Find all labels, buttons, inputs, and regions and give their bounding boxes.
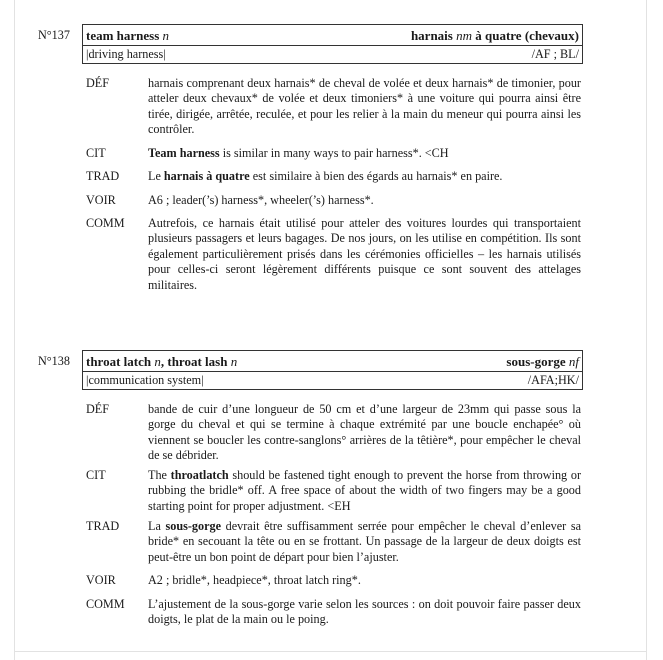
text-run: A6 ; leader(’s) harness*, wheeler(’s) harness*.	[148, 193, 374, 207]
text-run: bande de cuir d’une longueur de 50 cm et d’une largeur de 23mm qui passe sous la gorge du cheval et qui se termine à chaque extrémité par une boucle enchapée° où viennent se boucler les contre-sanglons° arrières de la têtière*, pour empêcher le cheval de se débrider.	[148, 402, 581, 463]
highlighted-term: throatlatch	[170, 468, 229, 482]
entry-term-box	[82, 24, 583, 64]
field-text	[148, 169, 581, 184]
page-border-bottom	[14, 651, 647, 652]
text-run: is similar in many ways to pair harness*. <CH	[219, 146, 449, 160]
highlighted-term: harnais à quatre	[163, 169, 250, 183]
field-label: CIT	[86, 468, 106, 482]
entry-term-box	[82, 350, 583, 390]
entry-equivalent	[506, 354, 579, 369]
term-text: throat latch	[86, 354, 152, 369]
term-pos-alt: n	[230, 354, 238, 369]
field-label: VOIR	[86, 573, 116, 587]
text-run: L’ajustement de la sous-gorge varie selon les sources : on doit pouvoir faire passer deux doigts, le plat de la main ou le poing.	[148, 597, 581, 627]
term-pos: n	[154, 354, 161, 369]
entry-domain: |communication system|	[86, 373, 204, 387]
field-text	[148, 519, 581, 565]
field-label: DÉF	[86, 76, 110, 90]
equivalent-pos: nf	[568, 354, 579, 369]
highlighted-term: Team harness	[148, 146, 220, 160]
text-run: La	[148, 519, 166, 533]
page-border-right	[646, 0, 647, 660]
field-label: DÉF	[86, 402, 110, 416]
text-run: A2 ; bridle*, headpiece*, throat latch ring*.	[148, 573, 361, 587]
field-text	[148, 597, 581, 628]
equivalent-rest: à quatre (chevaux)	[475, 28, 579, 43]
text-run: Le	[148, 169, 164, 183]
entry-138-header	[38, 350, 583, 390]
field-label: TRAD	[86, 519, 120, 533]
entry-137-header	[38, 24, 583, 64]
field-text	[148, 468, 581, 514]
text-run: harnais comprenant deux harnais* de cheval de volée et deux harnais* de timonier, pour atteler deux chevaux* de volée et deux timoniers* à une voiture qui pourra ainsi être tirée, dirigée, arrêtée, reculée, et pour les relier à la main du meneur qui pourra ainsi les contrôler.	[148, 76, 581, 137]
text-run: devrait être suffisamment serrée pour empêcher le cheval d’enlever sa bride* en secouant la tête ou en se frottant. Un passage de la largeur de deux doigts est peut-être un bon point de départ pour bien l’ajuster.	[148, 519, 581, 564]
field-label: COMM	[86, 597, 125, 611]
equivalent-text: harnais	[410, 28, 453, 43]
term-pos: n	[162, 28, 170, 43]
field-text	[148, 216, 581, 293]
equivalent-text: sous-gorge	[506, 354, 566, 369]
box-divider	[83, 371, 582, 372]
field-text	[148, 573, 581, 588]
entry-domain: |driving harness|	[86, 47, 166, 61]
field-text	[148, 402, 581, 464]
field-label: CIT	[86, 146, 106, 160]
entry-source: /AFA;HK/	[527, 373, 579, 387]
text-run: The	[148, 468, 171, 482]
box-divider	[83, 45, 582, 46]
field-text	[148, 193, 581, 208]
page-border-left	[14, 0, 15, 660]
field-label: COMM	[86, 216, 125, 230]
text-run: est similaire à bien des égards au harnais* en paire.	[249, 169, 503, 183]
entry-number: N°138	[38, 354, 70, 368]
field-text	[148, 76, 581, 138]
highlighted-term: sous-gorge	[165, 519, 222, 533]
term-text: team harness	[86, 28, 160, 43]
text-run: Autrefois, ce harnais était utilisé pour atteler des voitures lourdes qui transportaient plusieurs passagers et leurs bagages. De nos jours, on les utilise en compétition. Ils sont également particulièrement prisés dans les cérémonies officielles – les harnais utilisés pour celles-ci seront légèrement différents puisque ce sont souvent des attelages militaires.	[148, 216, 581, 292]
entry-term: throat latch n, throat lash n	[86, 354, 238, 369]
text-run: should be fastened tight enough to prevent the horse from throwing or rubbing the bridle* off. A free space of about the width of two fingers may be a good starting point for proper adjustment. <EH	[148, 468, 582, 513]
entry-equivalent	[411, 28, 579, 43]
equivalent-pos: nm	[456, 28, 472, 43]
entry-term	[86, 28, 169, 43]
field-label: TRAD	[86, 169, 120, 183]
field-label: VOIR	[86, 193, 116, 207]
entry-number: N°137	[38, 28, 70, 42]
field-text	[148, 146, 581, 161]
entry-source: /AF ; BL/	[531, 47, 579, 61]
term-text-alt: throat lash	[167, 354, 228, 369]
